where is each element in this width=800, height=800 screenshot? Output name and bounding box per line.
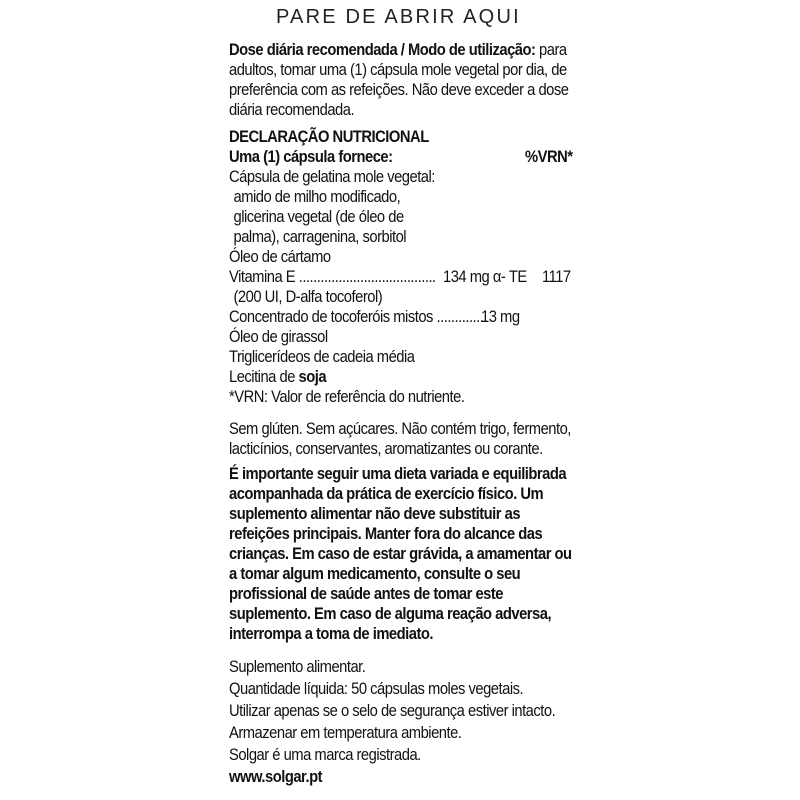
dose-label: Dose diária recomendada / Modo de utilização:	[229, 41, 536, 59]
vitamin-e-row	[229, 267, 589, 287]
warning-line: profissional de saúde antes de tomar este	[229, 585, 504, 603]
free-from-line: lacticínios, conservantes, aromatizantes ou corante.	[229, 440, 543, 458]
lecithin	[229, 367, 553, 387]
tocopherols-row	[229, 307, 589, 327]
capsule-ingredient: glicerina vegetal (de óleo de	[233, 208, 404, 226]
lecithin-prefix: Lecitina de	[229, 368, 299, 386]
footer-line: Quantidade líquida: 50 cápsulas moles vegetais.	[229, 680, 524, 698]
capsule-ingredient: palma), carragenina, sorbitol	[233, 228, 407, 246]
vrn-header: %VRN*	[525, 148, 573, 166]
safflower-oil: Óleo de cártamo	[229, 248, 331, 266]
serving-label: Uma (1) cápsula fornece:	[229, 148, 393, 166]
dose-line	[229, 40, 568, 60]
dose-line: preferência com as refeições. Não deve exceder a dose	[229, 81, 569, 99]
vitamin-e-detail: (200 UI, D-alfa tocoferol)	[233, 288, 383, 306]
dose-line-tail: para	[535, 41, 567, 59]
capsule-ingredient: amido de milho modificado,	[233, 188, 401, 206]
footer-line: Solgar é uma marca registrada.	[229, 746, 421, 764]
vrn-note: *VRN: Valor de referência do nutriente.	[229, 388, 465, 406]
warning-section	[229, 464, 610, 644]
free-from-section	[229, 419, 609, 459]
warning-line: suplemento alimentar não deve substituir as	[229, 505, 521, 523]
dose-section	[229, 40, 606, 120]
serving-row	[229, 147, 589, 167]
footer-line: Armazenar em temperatura ambiente.	[229, 724, 462, 742]
warning-line: acompanhada da prática de exercício físico. Um	[229, 485, 544, 503]
vitamin-e-vrn: 1117	[542, 268, 571, 286]
warning-line: refeições principais. Manter fora do alcance das	[229, 525, 543, 543]
nutrition-section	[229, 127, 589, 407]
warning-line: interrompa a toma de imediato.	[229, 625, 434, 643]
dose-line: adultos, tomar uma (1) cápsula mole vegetal por dia, de	[229, 61, 567, 79]
vitamin-e-name: Vitamina E ......................................	[229, 268, 436, 286]
footer-section	[229, 656, 591, 788]
footer-line: Utilizar apenas se o selo de segurança estiver intacto.	[229, 702, 556, 720]
vitamin-e-amount: 134 mg α- TE	[443, 268, 527, 286]
nutrition-title: DECLARAÇÃO NUTRICIONAL	[229, 128, 429, 146]
website-url: www.solgar.pt	[229, 768, 323, 786]
footer-line: Suplemento alimentar.	[229, 658, 366, 676]
tocopherols-name: Concentrado de tocoferóis mistos ..............	[229, 308, 487, 326]
mct-oil: Triglicerídeos de cadeia média	[229, 348, 415, 366]
capsule-label: Cápsula de gelatina mole vegetal:	[229, 168, 435, 186]
sunflower-oil: Óleo de girassol	[229, 328, 328, 346]
free-from-line: Sem glúten. Sem açúcares. Não contém trigo, fermento,	[229, 420, 571, 438]
warning-line: crianças. Em caso de estar grávida, a amamentar ou	[229, 545, 572, 563]
warning-line: a tomar algum medicamento, consulte o seu	[229, 565, 521, 583]
allergen-soy: soja	[298, 368, 327, 386]
tear-open-header: PARE DE ABRIR AQUI	[276, 6, 521, 28]
warning-line: É importante seguir uma dieta variada e equilibrada	[229, 465, 567, 483]
tocopherols-amount: 13 mg	[481, 308, 520, 326]
dose-line: diária recomendada.	[229, 101, 355, 119]
warning-line: suplemento. Em caso de alguma reação adversa,	[229, 605, 552, 623]
